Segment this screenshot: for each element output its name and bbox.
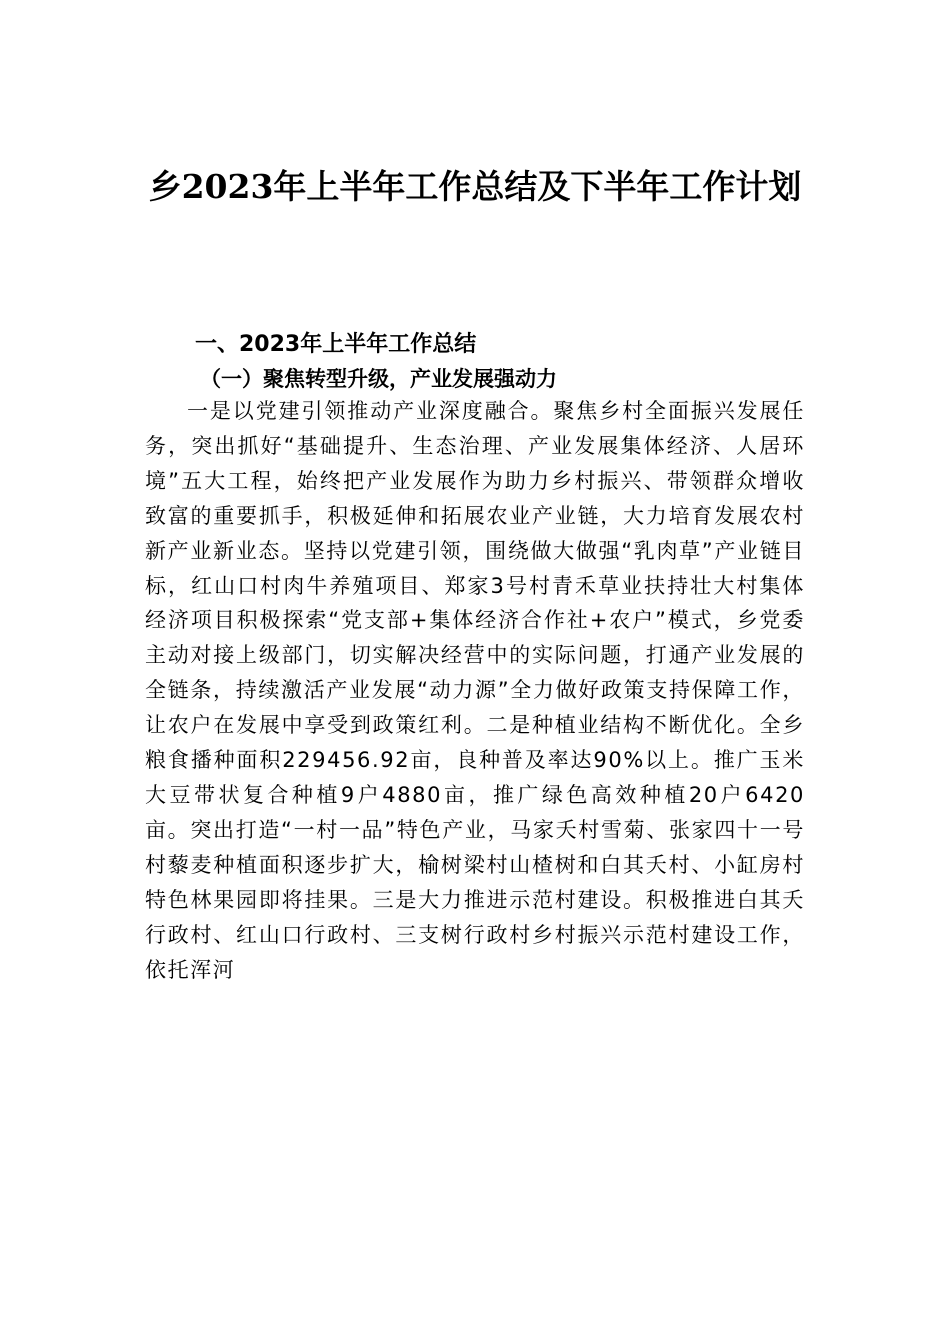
section-heading: 一、2023年上半年工作总结	[195, 332, 477, 357]
subsection-heading: （一）聚焦转型升级，产业发展强动力	[200, 367, 557, 391]
document-title: 乡2023年上半年工作总结及下半年工作计划	[148, 167, 802, 206]
body-paragraph: 一是以党建引领推动产业深度融合。聚焦乡村全面振兴发展任务，突出抓好“基础提升、生态治理、产业发展集体经济、人居环境”五大工程，始终把产业发展作为助力乡村振兴、带领群众增收致富的重要抓手，积极延伸和拓展农业产业链，大力培育发展农村新产业新业态。坚持以党建引领，围绕做大做强“乳肉草”产业链目标，红山口村肉牛养殖项目、郑家3号村青禾草业扶持壮大村集体经济项目积极探索“党支部+集体经济合作社+农户”模式，乡党委主动对接上级部门，切实解决经营中的实际问题，打通产业发展的全链条，持续激活产业发展“动力源”全力做好政策支持保障工作，让农户在发展中享受到政策红利。二是种植业结构不断优化。全乡粮食播种面积229456.92亩，良种普及率达90%以上。推广玉米大豆带状复合种植9户4880亩，推广绿色高效种植20户6420亩。突出打造“一村一品”特色产业，马家夭村雪菊、张家四十一号村藜麦种植面积逐步扩大，榆树梁村山楂树和白其夭村、小缸房村特色林果园即将挂果。三是大力推进示范村建设。积极推进白其夭行政村、红山口行政村、三支树行政村乡村振兴示范村建设工作，依托浑河	[145, 399, 805, 982]
